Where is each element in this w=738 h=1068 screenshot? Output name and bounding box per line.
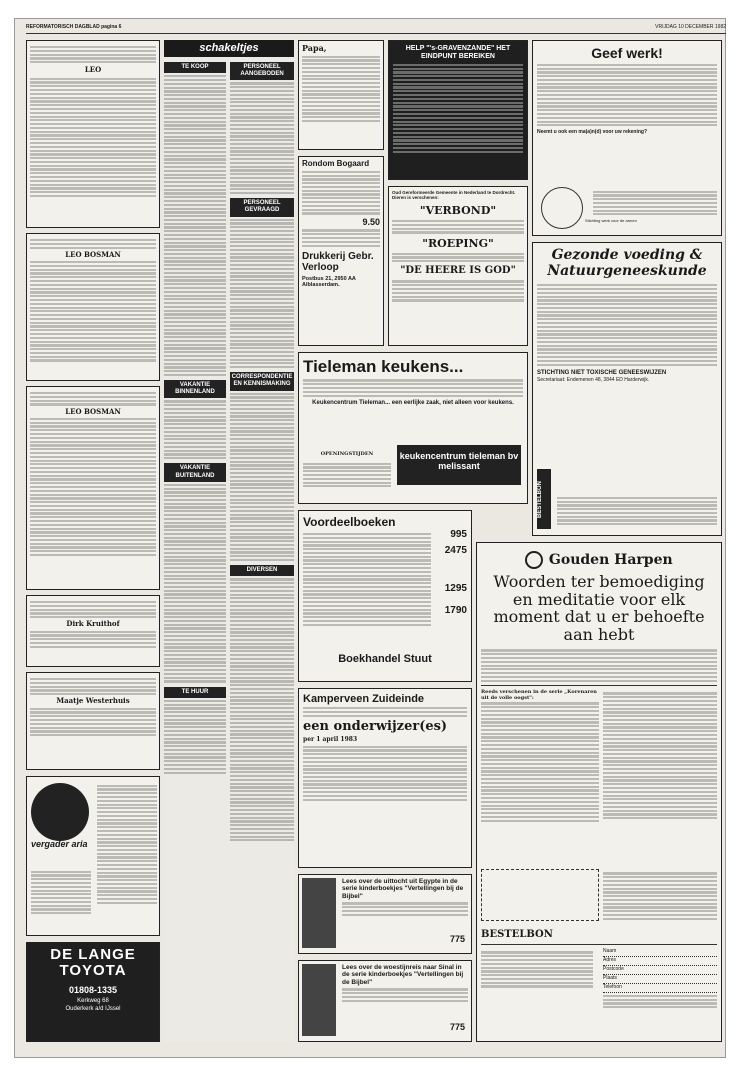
harpen-col-title: Reeds verschenen in de serie „Korenaren uit de volle oogst":: [481, 688, 597, 701]
rondom-bogaard-ad: [298, 156, 384, 346]
verbond-heading: Oud Gereformeerde Gemeente in Nederland te Dordrecht. Dieren is verschenen:: [392, 190, 516, 201]
schakeltjes-column: [164, 40, 294, 1042]
section-vakantie-binnenland: VAKANTIE BINNENLAND: [164, 380, 226, 398]
notice-name: LEO BOSMAN: [65, 406, 121, 416]
geef-question: Neemt u ook een ma(a)n(d) voor uw rekening?: [537, 129, 648, 136]
kamperveen-ad: [298, 688, 472, 868]
notice-name: LEO: [84, 65, 102, 75]
vergader-title: vergader aria: [31, 839, 88, 849]
section-personeel-gevraagd: PERSONEEL GEVRAAGD: [230, 198, 294, 216]
harpen-logo: Gouden Harpen: [548, 551, 673, 568]
tieleman-logo: keukencentrum tieleman bv melissant: [397, 445, 521, 485]
gezonde-bestelbon: BESTELBON: [537, 469, 551, 529]
papa-notice: [298, 40, 384, 150]
notice-name: LEO BOSMAN: [65, 249, 121, 259]
stichting-logo-icon: [541, 187, 583, 229]
egypte-price: 775: [449, 934, 465, 945]
egypte-ad: [298, 874, 472, 954]
section-vakantie-buitenland: VAKANTIE BUITENLAND: [164, 463, 226, 481]
gezonde-address: Secretariaat: Endemenen 48, 3844 ED Harderwijk.: [537, 376, 650, 383]
verbond-title: "VERBOND": [419, 203, 497, 217]
section-diversen: DIVERSEN: [230, 565, 294, 576]
rondom-printer: Drukkerij Gebr. Verloop: [302, 250, 374, 273]
help-title: HELP "'s-GRAVENZANDE" HET EINDPUNT BEREIKEN: [405, 45, 511, 61]
roeping-title: "ROEPING": [422, 236, 494, 250]
harpen-bestelbon: BESTELBON: [481, 928, 553, 940]
page-header: [26, 22, 726, 34]
voordeel-title: Voordeelboeken: [303, 515, 396, 529]
newspaper-title: REFORMATORISCH DAGBLAD pagina 6: [26, 24, 122, 30]
section-te-koop: TE KOOP: [164, 62, 226, 73]
harp-logo-icon: [525, 551, 543, 569]
notice-1: [26, 40, 160, 228]
book-cover-icon: [302, 878, 336, 948]
egypte-title: Lees over de uittocht uit Egypte in de serie kinderboekjes "Vertellingen bij de Bijbel": [342, 878, 464, 900]
geef-werk-ad: [532, 40, 722, 236]
order-field-adres[interactable]: Adres: [603, 957, 717, 966]
voordeel-price-3: 1295: [444, 583, 467, 595]
gezonde-voeding-ad: [532, 242, 722, 536]
toyota-city: Ouderkerk a/d IJssel: [65, 1006, 121, 1013]
notice-3: [26, 386, 160, 590]
family-notices-column: [26, 40, 160, 770]
heere-title: "DE HEERE IS GOD": [400, 265, 516, 277]
rondom-address: Postbus 21, 2950 AA Alblasserdam.: [302, 275, 356, 289]
notice-name: Dirk Kruithof: [66, 619, 120, 629]
notice-5: [26, 672, 160, 770]
tieleman-hours: OPENINGSTIJDEN: [320, 451, 374, 457]
page-date: VRIJDAG 10 DECEMBER 1982: [655, 24, 726, 30]
order-field-plaats[interactable]: Plaats: [603, 975, 717, 984]
verbond-ad: [388, 186, 528, 346]
gezonde-footer: STICHTING NIET TOXISCHE GENEESWIJZEN: [537, 369, 667, 376]
voordeelboeken-ad: [298, 510, 472, 682]
vergader-ad: [26, 776, 160, 936]
section-personeel-aangeboden: PERSONEEL AANGEBODEN: [230, 62, 294, 80]
rondom-price: 9.50: [362, 216, 380, 227]
papa-title: Papa,: [302, 43, 327, 53]
toyota-street: Kerkweg 68: [77, 998, 109, 1005]
toyota-phone: 01808-1335: [68, 984, 118, 995]
tieleman-sub: Keukencentrum Tieleman... een eerlijke zaak, niet alleen voor keukens.: [312, 399, 514, 406]
toyota-ad: [26, 942, 160, 1042]
voordeel-price-2: 2475: [444, 545, 467, 557]
kamper-sub: een onderwijzer(es): [303, 718, 448, 734]
voordeel-price-4: 1790: [444, 605, 467, 617]
harpen-title: Woorden ter bemoediging en meditatie voor elk moment dat u er behoefte aan hebt: [493, 572, 705, 644]
schakeltjes-title: schakeltjes: [164, 40, 294, 57]
book-cover-icon: [302, 964, 336, 1036]
voordeel-price-1: 995: [450, 529, 467, 541]
sinai-ad: [298, 960, 472, 1042]
section-te-huur: TE HUUR: [164, 687, 226, 698]
tieleman-ad: [298, 352, 528, 504]
sinai-price: 775: [449, 1022, 465, 1033]
vergader-logo-icon: [31, 783, 89, 841]
stichting-logo-text: Stichting werk voor de armen: [585, 218, 637, 223]
harpen-coupon-box: [481, 869, 599, 921]
rondom-title: Rondom Bogaard: [302, 159, 370, 168]
order-field-postcode[interactable]: Postcode: [603, 966, 717, 975]
section-correspondentie: CORRESPONDENTIE EN KENNISMAKING: [230, 372, 294, 390]
notice-2: [26, 233, 160, 381]
help-ad: [388, 40, 528, 180]
order-field-name[interactable]: Naam: [603, 948, 717, 957]
order-field-telefoon[interactable]: Telefoon: [603, 984, 717, 993]
kamper-date: per 1 april 1983: [303, 736, 358, 744]
voordeel-stuut: Boekhandel Stuut: [338, 653, 432, 666]
sinai-title: Lees over de woestijnreis naar Sinaï in de serie kinderboekjes "Vertellingen bij de Bijbel": [342, 964, 464, 986]
tieleman-title: Tieleman keukens...: [303, 357, 464, 376]
toyota-title: DE LANGE TOYOTA: [50, 946, 136, 979]
kamper-title: Kamperveen Zuideinde: [303, 693, 425, 705]
gezonde-title: Gezonde voeding & Natuurgeneeskunde: [547, 247, 707, 280]
notice-name: Maatje Westerhuis: [56, 696, 130, 706]
gouden-harpen-ad: [476, 542, 722, 1042]
geef-title: Geef werk!: [591, 45, 663, 61]
notice-4: [26, 595, 160, 667]
